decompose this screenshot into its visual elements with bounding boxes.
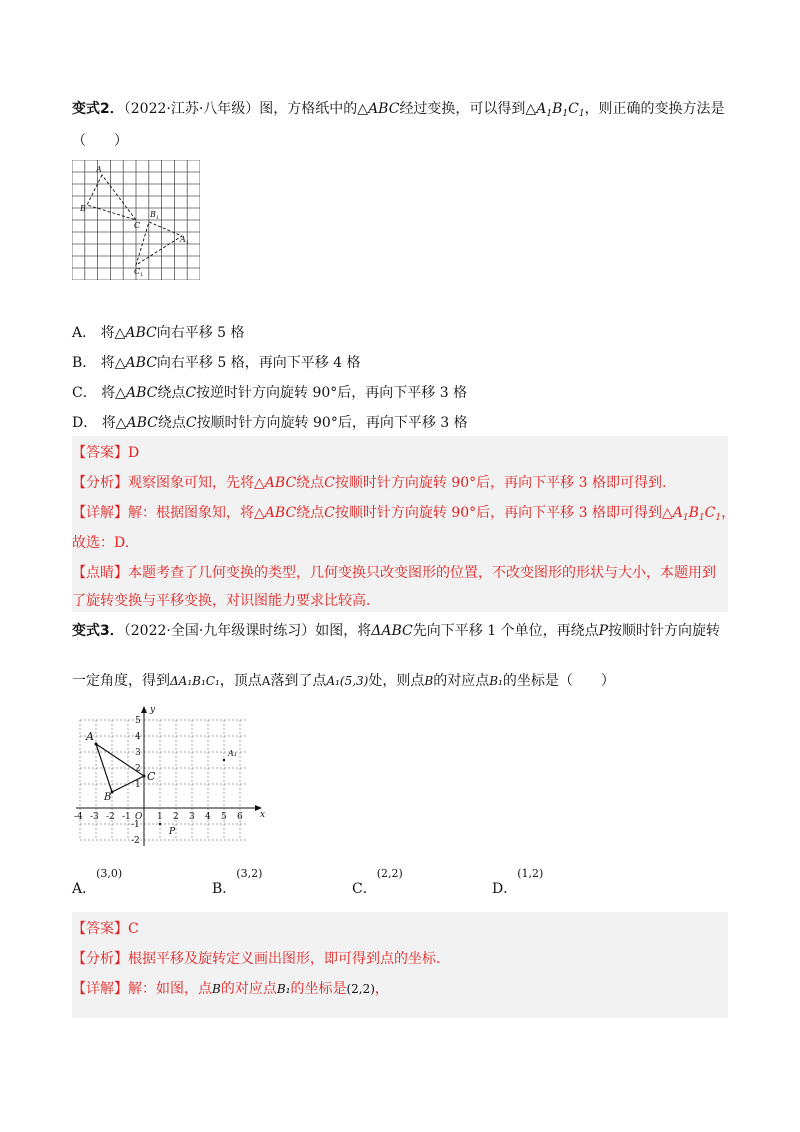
svg-text:-1: -1 bbox=[131, 820, 140, 830]
q3-option-c: C．(2,2) bbox=[352, 867, 403, 897]
q2-option-c: C． 将△ABC绕点C按逆时针方向旋转 90°后，再向下平移 3 格 bbox=[72, 385, 468, 401]
svg-text:-2: -2 bbox=[131, 836, 140, 846]
q2-analysis: 【分析】观察图象可知，先将△ABC绕点C按顺时针方向旋转 90°后，再向下平移 3 格即可得到. bbox=[72, 475, 667, 491]
svg-text:1: 1 bbox=[186, 240, 190, 246]
svg-text:1: 1 bbox=[156, 215, 160, 221]
q2-label-C1: C bbox=[134, 267, 141, 276]
svg-text:-2: -2 bbox=[106, 812, 115, 822]
q2-label: 变式 bbox=[72, 101, 100, 117]
q2-option-a: A． 将△ABC向右平移 5 格 bbox=[72, 325, 245, 341]
svg-text:3: 3 bbox=[189, 812, 195, 822]
q2-label-A: A bbox=[96, 165, 102, 174]
svg-text:2: 2 bbox=[135, 764, 141, 774]
svg-text:A₁: A₁ bbox=[228, 749, 237, 758]
q2-grid-figure bbox=[72, 160, 200, 280]
q3-answer: 【答案】C bbox=[72, 921, 139, 937]
svg-text:C: C bbox=[147, 770, 156, 783]
svg-text:5: 5 bbox=[135, 716, 141, 726]
q2-source: （2022·江苏·八年级） bbox=[123, 101, 260, 117]
q2-comment-line2: 了旋转变换与平移变换，对识图能力要求比较高. bbox=[72, 593, 371, 609]
svg-text:1: 1 bbox=[140, 272, 144, 278]
q2-answer-block bbox=[72, 436, 728, 612]
svg-text:x: x bbox=[260, 810, 266, 820]
svg-text:P: P bbox=[169, 827, 176, 837]
q2-label-B: B bbox=[80, 204, 86, 213]
q2-option-d: D． 将△ABC绕点C按顺时针方向旋转 90°后，再向下平移 3 格 bbox=[72, 415, 468, 431]
svg-text:-1: -1 bbox=[122, 812, 131, 822]
q3-detail: 【详解】解：如图，点B的对应点B₁的坐标是(2,2)， bbox=[72, 981, 389, 997]
svg-text:6: 6 bbox=[237, 812, 243, 822]
q3-option-d: D．(1,2) bbox=[492, 867, 544, 897]
q2-option-b: B． 将△ABC向右平移 5 格，再向下平移 4 格 bbox=[72, 355, 361, 371]
q2-number: 2 bbox=[100, 101, 110, 117]
q3-option-b: B．(3,2) bbox=[212, 867, 263, 897]
q2-detail: 【详解】解：根据图象知，将△ABC绕点C按顺时针方向旋转 90°后，再向下平移 3 格即可得到$\triangle A_1B_1C_1$， bbox=[72, 505, 736, 523]
svg-text:1: 1 bbox=[157, 812, 163, 822]
svg-text:3: 3 bbox=[135, 748, 141, 758]
q3-option-a: A．(3,0) bbox=[72, 867, 123, 897]
svg-text:-3: -3 bbox=[90, 812, 99, 822]
q2-label-A1: A bbox=[180, 235, 186, 244]
svg-text:O: O bbox=[135, 812, 143, 822]
svg-text:-4: -4 bbox=[74, 812, 83, 822]
q3-stem-line2: 一定角度，得到ΔA₁B₁C₁，顶点A落到了点A₁(5,3)处，则点B的对应点B₁的坐标是（ ） bbox=[72, 673, 615, 689]
q2-comment: 【点睛】本题考查了几何变换的类型，几何变换只改变图形的位置，不改变图形的形状与大小，本题用到 bbox=[72, 565, 716, 581]
q2-label-C: C bbox=[134, 221, 141, 230]
q2-stem-line1: 变式2．（2022·江苏·八年级）图，方格纸中的△ABC经过变换，可以得到$\triangle A_1B_1C_1$，则正确的变换方法是 bbox=[72, 101, 725, 119]
q2-paren: （ ） bbox=[72, 133, 128, 149]
svg-text:4: 4 bbox=[205, 812, 211, 822]
q3-coordinate-graph bbox=[72, 700, 272, 852]
svg-text:B: B bbox=[104, 792, 112, 803]
q3-stem-line1: 变式3．（2022·全国·九年级课时练习）如图，将ΔABC先向下平移 1 个单位，再绕点P按顺时针方向旋转 bbox=[72, 623, 720, 639]
svg-text:A: A bbox=[86, 730, 94, 743]
q2-detail-line2: 故选：D. bbox=[72, 535, 130, 551]
q2-label-B1: B bbox=[150, 210, 156, 219]
svg-text:y: y bbox=[150, 705, 156, 715]
q2-answer: 【答案】D bbox=[72, 445, 140, 461]
svg-text:4: 4 bbox=[135, 732, 141, 742]
q3-analysis: 【分析】根据平移及旋转定义画出图形，即可得到点的坐标. bbox=[72, 951, 441, 967]
svg-text:5: 5 bbox=[221, 812, 227, 822]
svg-text:2: 2 bbox=[173, 812, 179, 822]
svg-text:1: 1 bbox=[135, 780, 141, 790]
